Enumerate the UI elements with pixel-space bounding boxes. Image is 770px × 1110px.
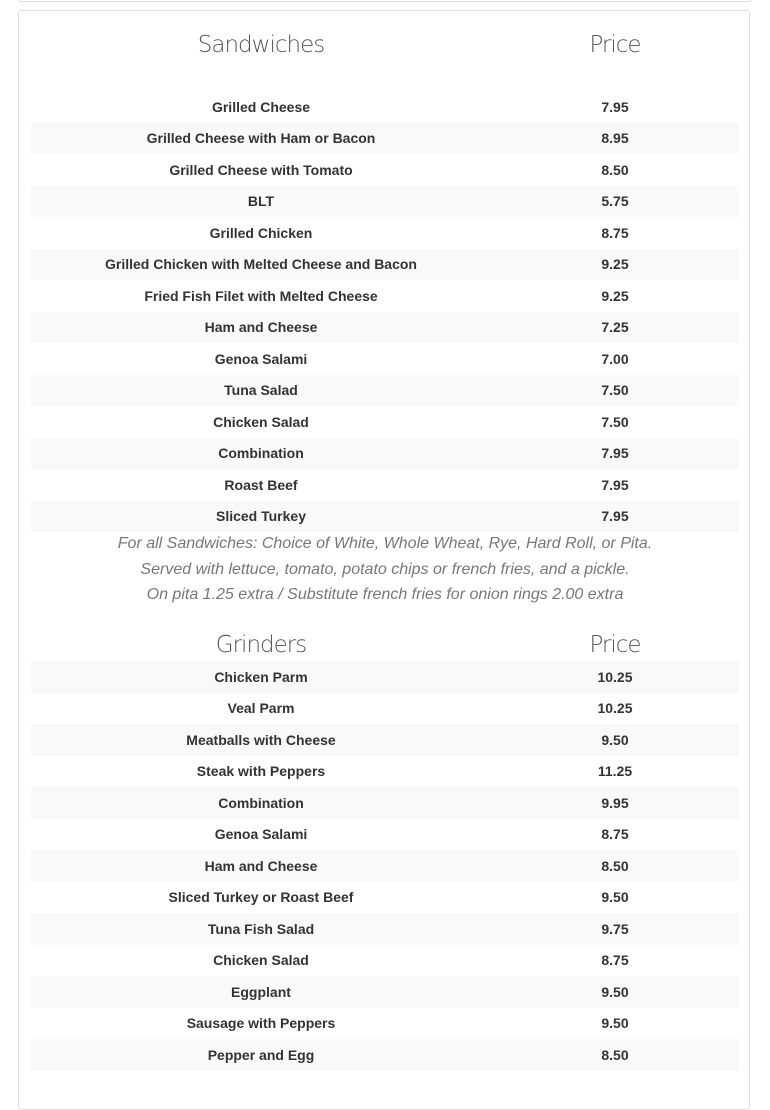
- note-line: Served with lettuce, tomato, potato chips or french fries, and a pickle.: [140, 560, 630, 578]
- item-name: Chicken Salad: [213, 952, 309, 969]
- table-row: [31, 375, 739, 407]
- table-row: [31, 945, 739, 977]
- item-price: 7.95: [491, 438, 739, 470]
- sandwiches-price-heading: Price: [589, 32, 641, 58]
- item-price: 11.25: [597, 763, 633, 780]
- item-name: Grilled Cheese: [211, 98, 311, 115]
- item-price: 9.25: [601, 287, 629, 304]
- item-price: 7.95: [601, 98, 629, 115]
- grinders-table: [31, 661, 739, 1071]
- item-price: 9.50: [491, 724, 739, 756]
- table-row: [31, 724, 739, 756]
- item-price: 9.50: [601, 889, 629, 906]
- item-price: 8.50: [601, 161, 629, 178]
- item-price: 7.95: [601, 476, 629, 493]
- item-name: Pepper and Egg: [31, 1039, 491, 1071]
- item-name: Ham and Cheese: [31, 850, 491, 882]
- table-row: [31, 1008, 739, 1040]
- item-price: 7.50: [601, 413, 629, 430]
- table-row: [31, 913, 739, 945]
- item-name: Tuna Fish Salad: [31, 913, 491, 945]
- table-row: [31, 438, 739, 470]
- item-price: 8.75: [601, 952, 629, 969]
- table-row: [31, 280, 739, 312]
- item-price: 9.50: [491, 976, 739, 1008]
- item-name: Grilled Chicken: [209, 224, 313, 241]
- sandwich-notes: [19, 531, 751, 608]
- table-row: [31, 882, 739, 914]
- item-name: Meatballs with Cheese: [31, 724, 491, 756]
- item-name: Sausage with Peppers: [186, 1015, 336, 1032]
- table-row: [31, 406, 739, 438]
- item-price: 9.75: [491, 913, 739, 945]
- sandwiches-heading: Sandwiches: [197, 32, 325, 58]
- item-name: Combination: [31, 438, 491, 470]
- table-row: [31, 756, 739, 788]
- item-name: Genoa Salami: [214, 826, 308, 843]
- sandwiches-header: [31, 11, 739, 61]
- table-row: [31, 787, 739, 819]
- item-name: Grilled Cheese with Tomato: [169, 161, 353, 178]
- grinders-heading: Grinders: [215, 632, 307, 658]
- item-name: Grilled Chicken with Melted Cheese and Bacon: [31, 249, 491, 281]
- table-row: [31, 693, 739, 725]
- item-price: 5.75: [491, 186, 739, 218]
- table-row: [31, 976, 739, 1008]
- item-price: 8.75: [601, 826, 629, 843]
- note-line: For all Sandwiches: Choice of White, Whole Wheat, Rye, Hard Roll, or Pita.: [117, 535, 653, 552]
- item-price: 10.25: [597, 700, 633, 717]
- item-price: 8.95: [491, 123, 739, 155]
- item-price: 7.50: [491, 375, 739, 407]
- table-row: [31, 850, 739, 882]
- item-name: Ham and Cheese: [31, 312, 491, 344]
- grinders-header: [31, 611, 739, 661]
- item-name: BLT: [31, 186, 491, 218]
- item-name: Chicken Parm: [31, 661, 491, 693]
- item-name: Genoa Salami: [214, 350, 308, 367]
- table-row: [31, 312, 739, 344]
- table-row: [31, 217, 739, 249]
- item-name: Chicken Salad: [213, 413, 309, 430]
- table-row: [31, 123, 739, 155]
- table-row: [31, 469, 739, 501]
- table-row: [31, 249, 739, 281]
- menu-panel: [18, 10, 750, 1110]
- table-row: [31, 1039, 739, 1071]
- item-price: 8.50: [491, 1039, 739, 1071]
- table-row: [31, 501, 739, 533]
- item-price: 8.50: [491, 850, 739, 882]
- sandwiches-table: [31, 91, 739, 532]
- item-name: Combination: [31, 787, 491, 819]
- item-price: 7.00: [601, 350, 629, 367]
- item-name: Veal Parm: [227, 700, 295, 717]
- previous-panel: [18, 0, 752, 2]
- table-row: [31, 186, 739, 218]
- item-name: Roast Beef: [224, 476, 298, 493]
- item-name: Tuna Salad: [31, 375, 491, 407]
- item-price: 7.95: [491, 501, 739, 533]
- item-price: 8.75: [601, 224, 629, 241]
- note-line: On pita 1.25 extra / Substitute french fries for onion rings 2.00 extra: [146, 586, 624, 603]
- item-price: 7.25: [491, 312, 739, 344]
- table-row: [31, 154, 739, 186]
- item-price: 9.50: [601, 1015, 629, 1032]
- item-price: 9.25: [491, 249, 739, 281]
- item-name: Steak with Peppers: [196, 763, 326, 780]
- item-name: Eggplant: [31, 976, 491, 1008]
- item-name: Sliced Turkey or Roast Beef: [168, 889, 354, 906]
- table-row: [31, 91, 739, 123]
- table-row: [31, 819, 739, 851]
- item-name: Grilled Cheese with Ham or Bacon: [31, 123, 491, 155]
- item-name: Sliced Turkey: [31, 501, 491, 533]
- item-name: Fried Fish Filet with Melted Cheese: [144, 287, 378, 304]
- item-price: 10.25: [491, 661, 739, 693]
- table-row: [31, 343, 739, 375]
- grinders-price-heading: Price: [589, 632, 641, 658]
- table-row: [31, 661, 739, 693]
- item-price: 9.95: [491, 787, 739, 819]
